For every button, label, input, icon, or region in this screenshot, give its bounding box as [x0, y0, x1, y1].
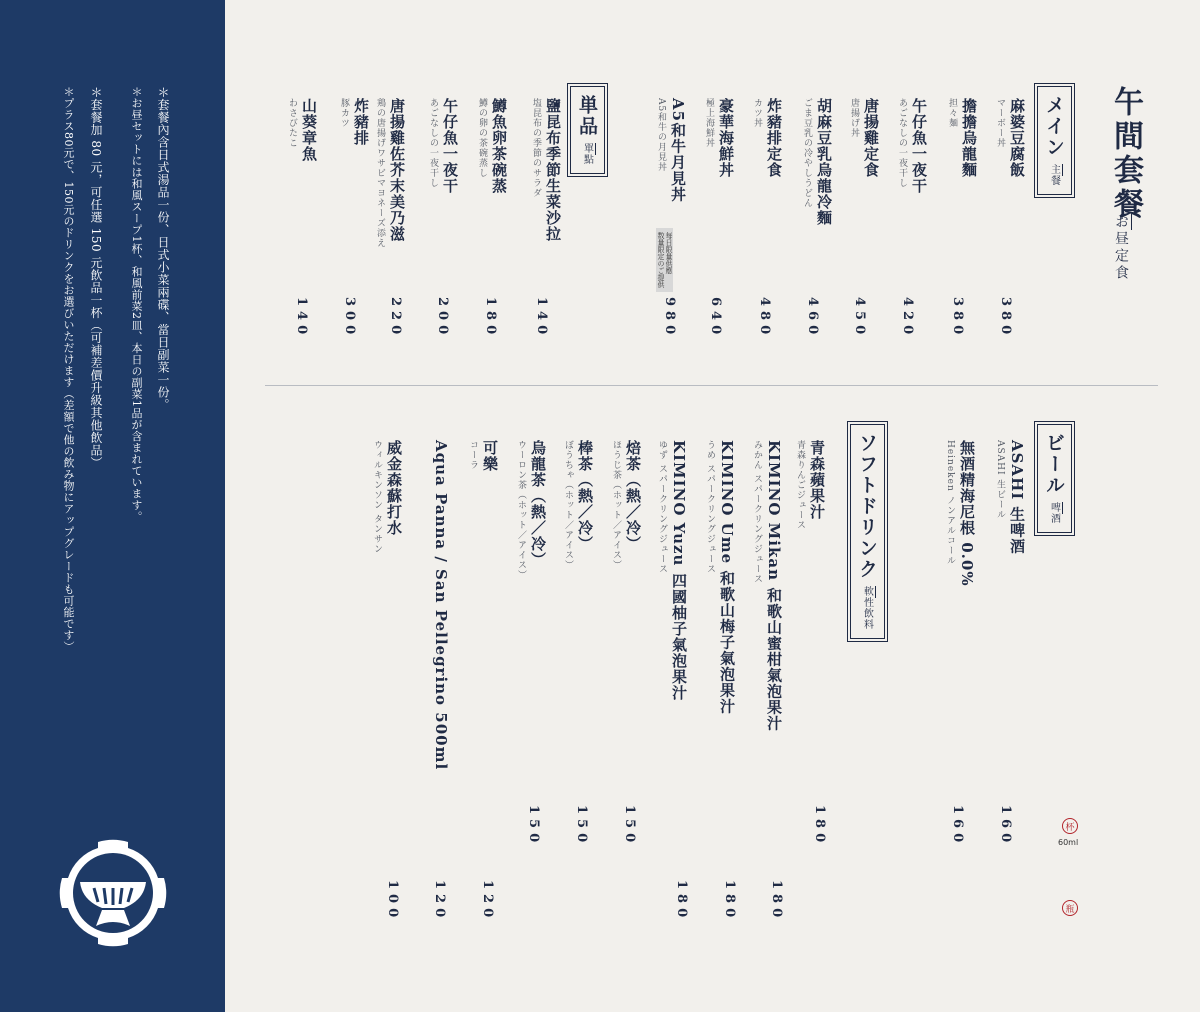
item-price: 220 — [388, 297, 403, 340]
bottle-price: 180 — [769, 880, 784, 923]
item-price: 980 — [662, 297, 677, 340]
item-sub: Heineken ノンアルコール — [945, 440, 955, 566]
drink-item — [563, 440, 592, 570]
item-name: KIMINO Ume 和歌山梅子氣泡果汁 — [718, 440, 736, 715]
item-sub: ウーロン茶（ホット／アイス） — [516, 440, 526, 580]
glass-price: 180 — [812, 805, 827, 848]
item-name: 麻婆豆腐飯 — [1008, 98, 1026, 178]
glass-price: 160 — [998, 805, 1013, 848]
item-sub: 塩昆布の季節のサラダ — [531, 98, 541, 198]
item-sub: ほうじ茶（ホット／アイス） — [611, 440, 621, 570]
item-sub: ごま豆乳の冷やしうどん — [802, 98, 812, 208]
item-sub: あごなしの一夜干し — [897, 98, 907, 188]
item-sub: 鶏の唐揚げワサビマヨネーズ添え — [375, 98, 385, 248]
item-sub: ぼうちゃ（ホット／アイス） — [563, 440, 573, 570]
item-sub: コーラ — [468, 440, 478, 470]
glass-price: 150 — [574, 805, 589, 848]
glass-price: 160 — [950, 805, 965, 848]
menu-item — [477, 98, 506, 194]
item-sub: ゆず スパークリングジュース — [657, 440, 667, 574]
item-sub: ウィルキンソン タンサン — [372, 440, 382, 554]
drink-item — [611, 440, 640, 570]
glass-price: 150 — [622, 805, 637, 848]
info-panel — [0, 0, 225, 1012]
item-sub: うめ スパークリングジュース — [705, 440, 715, 574]
bottle-stamp-icon: 瓶 — [1062, 900, 1078, 916]
item-name: Aqua Panna / San Pellegrino 500ml — [432, 440, 450, 771]
note-1: ＊套餐內含日式湯品一份、日式小菜兩碟、當日副菜一份。 — [156, 86, 170, 411]
restaurant-logo-icon — [58, 838, 168, 948]
item-price: 180 — [483, 297, 498, 340]
bottle-price: 180 — [722, 880, 737, 923]
item-name: 無酒精海尼根 0.0% — [958, 440, 976, 587]
item-name: 威金森蘇打水 — [385, 440, 403, 536]
drink-item — [516, 440, 545, 580]
item-name: 青森蘋果汁 — [808, 440, 826, 520]
item-name: 炸豬排定食 — [765, 98, 783, 178]
page-title: 午間套餐 — [1108, 86, 1143, 222]
section-header-main — [1037, 86, 1072, 195]
item-name: 午仔魚一夜干 — [910, 98, 928, 194]
menu-item — [428, 98, 457, 194]
menu-item — [704, 98, 733, 178]
item-name: 鱒魚卵茶碗蒸 — [490, 98, 508, 194]
item-name: KIMINO Yuzu 四國柚子氣泡果汁 — [670, 440, 688, 701]
item-name: 焙茶（熱／冷） — [624, 440, 642, 552]
drink-item — [995, 440, 1024, 555]
note-2: ＊お昼セットには和風スープ1杯、和風前菜2皿、本日の副菜1品が含まれています。 — [130, 86, 143, 523]
drink-item — [372, 440, 401, 554]
menu-item — [849, 98, 878, 178]
item-sub: 唐揚げ丼 — [849, 98, 859, 138]
item-name: 胡麻豆乳烏龍冷麵 — [815, 98, 833, 226]
item-sub: わさびたこ — [287, 98, 297, 148]
item-price: 200 — [435, 297, 450, 340]
item-name: 鹽昆布季節生菜沙拉 — [544, 98, 562, 242]
bottle-price: 180 — [674, 880, 689, 923]
page-subtitle: お昼定食 — [1111, 214, 1132, 282]
note-3: ＊套餐加 80 元，可任選 150 元飲品一杯（可補差價升級其他飲品） — [89, 86, 103, 469]
menu-item — [287, 98, 316, 162]
item-price: 380 — [950, 297, 965, 340]
glass-size-label: 60ml — [1058, 838, 1079, 847]
section-title: 単品 — [576, 95, 598, 137]
menu-item — [897, 98, 926, 194]
glass-stamp-icon: 杯 — [1062, 818, 1078, 834]
drink-item — [752, 440, 781, 731]
item-price: 460 — [805, 297, 820, 340]
item-sub: 担々麺 — [947, 98, 957, 128]
item-name: 炸豬排 — [352, 98, 370, 146]
item-sub: マーボー丼 — [995, 98, 1005, 148]
menu-item — [802, 98, 831, 226]
section-subtitle: 主餐 — [1047, 164, 1063, 186]
bottle-price: 120 — [480, 880, 495, 923]
drink-item — [705, 440, 734, 714]
section-subtitle: 單點 — [580, 143, 596, 165]
drink-item — [795, 440, 824, 530]
item-sub: みかん スパークリングジュース — [752, 440, 762, 584]
drink-item — [468, 440, 497, 472]
menu-item — [995, 98, 1024, 178]
item-sub: A5和牛の月見丼 — [656, 98, 666, 173]
item-price: 480 — [757, 297, 772, 340]
section-title: ビール — [1043, 433, 1065, 496]
menu-item — [947, 98, 976, 178]
item-name: KIMINO Mikan 和歌山蜜柑氣泡果汁 — [765, 440, 783, 732]
item-name: 可樂 — [481, 440, 499, 472]
item-price: 640 — [708, 297, 723, 340]
section-divider — [265, 385, 1158, 386]
item-price: 450 — [852, 297, 867, 340]
menu-item — [656, 98, 685, 202]
item-name: 擔擔烏龍麵 — [960, 98, 978, 178]
glass-price: 150 — [526, 805, 541, 848]
item-sub: 豚カツ — [339, 98, 349, 128]
item-name: A5和牛月見丼 — [669, 98, 687, 203]
item-price: 140 — [294, 297, 309, 340]
section-header-soft-drinks — [850, 424, 885, 639]
item-name: 唐揚雞佐芥末美乃滋 — [388, 98, 406, 242]
note-4: ＊プラス80元で、150元のドリンクをお選びいただけます（差額で他の飲み物にアップグレードも可能です） — [62, 86, 75, 653]
bottle-price: 120 — [432, 880, 447, 923]
item-name: 山葵章魚 — [300, 98, 318, 162]
menu-item — [375, 98, 404, 248]
item-price: 300 — [342, 297, 357, 340]
item-name: 豪華海鮮丼 — [717, 98, 735, 178]
badge-line-2: 数量限定のご提供 — [657, 232, 665, 288]
section-header-beer — [1037, 424, 1072, 533]
badge-line-1: 每日限量供應 — [665, 232, 673, 274]
item-name: ASAHI 生啤酒 — [1008, 440, 1026, 555]
drink-item — [657, 440, 686, 701]
menu-item — [752, 98, 781, 178]
item-name: 烏龍茶（熱／冷） — [529, 440, 547, 568]
drink-item — [433, 440, 448, 774]
section-header-single — [570, 86, 605, 174]
item-name: 唐揚雞定食 — [862, 98, 880, 178]
item-price: 380 — [998, 297, 1013, 340]
item-name: 午仔魚一夜干 — [441, 98, 459, 194]
item-sub: あごなしの一夜干し — [428, 98, 438, 188]
menu-item — [531, 98, 560, 242]
bottle-price: 100 — [385, 880, 400, 923]
item-sub: 極上海鮮丼 — [704, 98, 714, 148]
section-title: ソフトドリンク — [856, 433, 878, 580]
menu-item — [339, 98, 368, 146]
item-sub: ASAHI 生ビール — [995, 440, 1005, 520]
item-price: 140 — [534, 297, 549, 340]
item-sub: カツ丼 — [752, 98, 762, 128]
drink-item — [945, 440, 974, 587]
section-subtitle: 軟性飲料 — [860, 586, 876, 630]
section-subtitle: 啤酒 — [1047, 502, 1063, 524]
item-price: 420 — [900, 297, 915, 340]
limited-badge — [656, 228, 673, 292]
item-sub: 鱒の卵の茶碗蒸し — [477, 98, 487, 178]
section-title: メイン — [1043, 95, 1065, 158]
item-name: 棒茶（熱／冷） — [576, 440, 594, 552]
item-sub: 青森りんごジュース — [795, 440, 805, 530]
